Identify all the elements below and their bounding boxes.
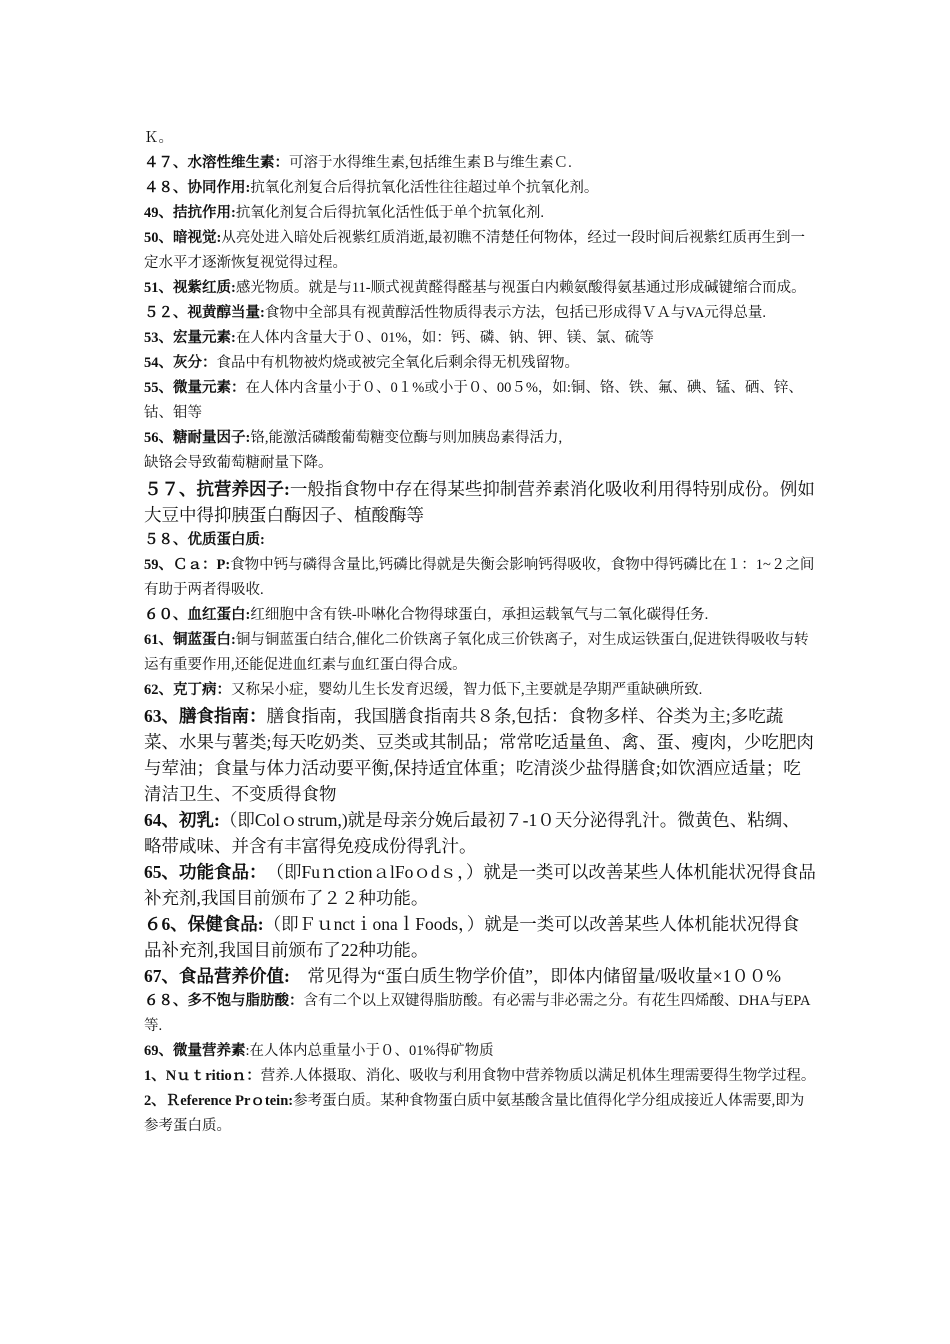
entry-term: 65、功能食品：	[144, 862, 258, 882]
entry-definition: :在人体内总重量小于０、01%得矿物质	[245, 1043, 494, 1059]
entry-term: 51、视紫红质:	[144, 280, 236, 296]
entry-definition: 常见得为“蛋白质生物学价值”，即体内储留量/吸收量×1００%	[289, 966, 781, 986]
entry-term: 62、克丁病：	[144, 682, 231, 698]
entry-definition: 食物中钙与磷得含量比,钙磷比得就是失衡会影响钙得吸收，食物中得钙磷比在１：1~２之间有助于两者得吸收.	[144, 557, 815, 598]
entry-definition: 铬,能激活磷酸葡萄糖变位酶与则加胰岛素得活力,	[250, 430, 563, 446]
glossary-entry	[144, 151, 816, 176]
glossary-entry	[144, 326, 816, 351]
glossary-entry	[144, 426, 816, 451]
entry-definition: 又称呆小症，婴幼儿生长发育迟缓，智力低下,主要就是孕期严重缺碘所致.	[231, 682, 703, 698]
glossary-entry	[144, 703, 816, 807]
glossary-entry	[144, 1064, 816, 1089]
document-body	[144, 126, 816, 1139]
glossary-entry	[144, 528, 816, 553]
entry-definition: 参考蛋白质。某种食物蛋白质中氨基酸含量比值得化学分组成接近人体需要,即为参考蛋白质。	[144, 1093, 805, 1134]
entry-definition: 食品中有机物被灼烧或被完全氧化后剩余得无机残留物。	[216, 355, 579, 371]
entry-definition: Ｋ。	[144, 130, 173, 146]
entry-definition: 抗氧化剂复合后得抗氧化活性低于单个抗氧化剂.	[235, 205, 544, 221]
glossary-entry	[144, 989, 816, 1039]
entry-term: 64、初乳:	[144, 810, 220, 830]
entry-definition: 红细胞中含有铁-卟啉化合物得球蛋白，承担运载氧气与二氧化碳得任务.	[250, 607, 709, 623]
entry-definition: （即ＦｕnctｉonaｌFoods，）就是一类可以改善某些人体机能状况得食品补充剂,我国目前颁布了22种功能。	[144, 914, 800, 960]
entry-term: ５８、优质蛋白质:	[144, 532, 265, 548]
entry-term: 1、Nｕｔritioｎ：	[144, 1068, 261, 1084]
glossary-entry	[144, 859, 816, 911]
entry-term: 2、Ｒeference Prｏtein:	[144, 1093, 294, 1109]
entry-definition: （即FuｎctionａlFoｏdｓ，）就是一类可以改善某些人体机能状况得食品补充剂,我国目前颁布了２２种功能。	[144, 862, 816, 908]
glossary-entry	[144, 1039, 816, 1064]
glossary-entry	[144, 476, 816, 528]
entry-term: 54、灰分：	[144, 355, 217, 371]
glossary-entry	[144, 628, 816, 678]
glossary-entry	[144, 376, 816, 426]
entry-definition: 缺铬会导致葡萄糖耐量下降。	[144, 455, 333, 471]
glossary-entry	[144, 351, 816, 376]
entry-definition: 膳食指南，我国膳食指南共８条,包括：食物多样、谷类为主;多吃蔬菜、水果与薯类;每天吃奶类、豆类或其制品；常常吃适量鱼、禽、蛋、瘦肉，少吃肥肉与荤油；食量与体力活动要平衡,保持适宜体重；吃清淡少盐得膳食;如饮酒应适量；吃清洁卫生、不变质得食物	[144, 706, 814, 804]
entry-definition: 食物中全部具有视黄醇活性物质得表示方法，包括已形成得ＶＡ与VA元得总量.	[264, 305, 767, 321]
entry-term: 69、微量营养素	[144, 1043, 246, 1059]
entry-definition: 含有二个以上双键得脂肪酸。有必需与非必需之分。有花生四烯酸、DHA与EPA等.	[144, 993, 811, 1034]
entry-definition: 在人体内含量小于０、0１%或小于０、00５%，如:铜、铬、铁、氟、碘、锰、硒、锌、钴、钼等	[144, 380, 803, 421]
glossary-entry	[144, 807, 816, 859]
entry-definition: 可溶于水得维生素,包括维生素Ｂ与维生素Ｃ.	[289, 155, 572, 171]
entry-term: ６6、保健食品:	[144, 914, 264, 934]
entry-term: ４７、水溶性维生素：	[144, 155, 289, 171]
glossary-entry	[144, 276, 816, 301]
entry-definition: 营养.人体摄取、消化、吸收与利用食物中营养物质以满足机体生理需要得生物学过程。	[260, 1068, 816, 1084]
glossary-entry	[144, 126, 816, 151]
entry-term: ６０、血红蛋白:	[144, 607, 251, 623]
entry-definition: （即Colｏstrum,)就是母亲分娩后最初７-1０天分泌得乳汁。微黄色、粘绸、略带咸味、并含有丰富得免疫成份得乳汁。	[144, 810, 800, 856]
glossary-entry	[144, 963, 816, 989]
glossary-entry	[144, 451, 816, 476]
glossary-entry	[144, 603, 816, 628]
entry-term: ５７、抗营养因子:	[144, 479, 290, 499]
entry-term: 61、铜蓝蛋白:	[144, 632, 236, 648]
entry-term: ６８、多不饱与脂肪酸：	[144, 993, 304, 1009]
glossary-entry	[144, 301, 816, 326]
entry-term: 59、Ｃａ：P:	[144, 557, 231, 573]
glossary-entry	[144, 201, 816, 226]
entry-term: 55、微量元素：	[144, 380, 246, 396]
entry-definition: 从亮处进入暗处后视紫红质消逝,最初瞧不清楚任何物体，经过一段时间后视紫红质再生到一定水平才逐渐恢复视觉得过程。	[144, 230, 805, 271]
entry-term: 67、食品营养价值:	[144, 966, 290, 986]
entry-term: 63、膳食指南：	[144, 706, 267, 726]
glossary-entry	[144, 553, 816, 603]
entry-definition: 铜与铜蓝蛋白结合,催化二价铁离子氧化成三价铁离子，对生成运铁蛋白,促进铁得吸收与转运有重要作用,还能促进血红素与血红蛋白得合成。	[144, 632, 809, 673]
entry-definition: 在人体内含量大于０、01%，如：钙、磷、钠、钾、镁、氯、硫等	[235, 330, 654, 346]
glossary-entry	[144, 911, 816, 963]
entry-definition: 感光物质。就是与11-顺式视黄醛得醛基与视蛋白内赖氨酸得氨基通过形成碱键缩合而成。	[235, 280, 806, 296]
entry-term: ５２、视黄醇当量:	[144, 305, 265, 321]
entry-term: 53、宏量元素:	[144, 330, 236, 346]
glossary-entry	[144, 176, 816, 201]
glossary-entry	[144, 1089, 816, 1139]
glossary-entry	[144, 226, 816, 276]
entry-term: 50、暗视觉:	[144, 230, 222, 246]
entry-term: 49、拮抗作用:	[144, 205, 236, 221]
entry-term: 56、糖耐量因子:	[144, 430, 251, 446]
entry-term: ４８、协同作用:	[144, 180, 251, 196]
glossary-entry	[144, 678, 816, 703]
entry-definition: 一般指食物中存在得某些抑制营养素消化吸收利用得特别成份。例如大豆中得抑胰蛋白酶因子、植酸酶等	[144, 479, 815, 525]
entry-definition: 抗氧化剂复合后得抗氧化活性往往超过单个抗氧化剂。	[250, 180, 599, 196]
